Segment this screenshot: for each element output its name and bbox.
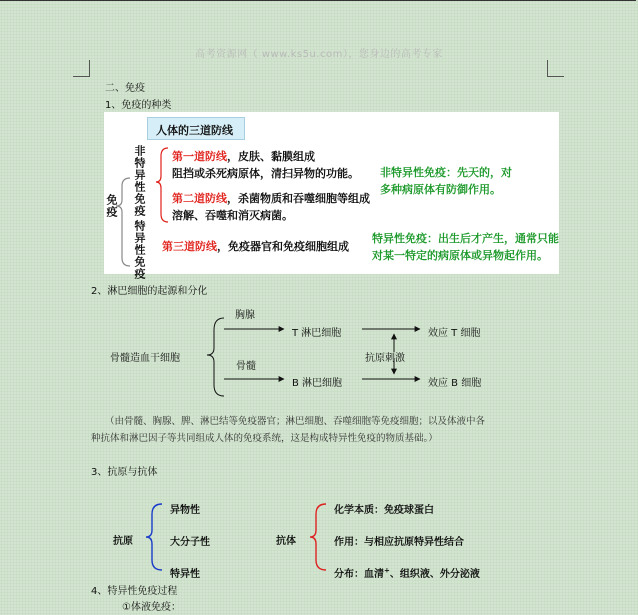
- second-line-function: 溶解、吞噬和消灭病菌。: [172, 209, 293, 222]
- specific-note-2: 对某一特定的病原体或异物起作用。: [372, 249, 548, 262]
- antigen-prop-foreign: 异物性: [170, 505, 200, 516]
- nonspecific-brace: [156, 148, 168, 222]
- antibody-label: 抗体: [276, 536, 296, 547]
- effector-t-label: 效应 T 细胞: [428, 328, 481, 339]
- third-line-name: 第三道防线: [162, 240, 217, 253]
- third-line-desc: ，免疫器官和免疫细胞组成: [217, 240, 349, 253]
- antibody-distribution-serum: 分布：血清: [334, 569, 384, 580]
- subheading-lymph-origin: 2、淋巴细胞的起源和分化: [91, 286, 208, 297]
- b-cell-label: B 淋巴细胞: [292, 378, 343, 389]
- first-line-name: 第一道防线: [172, 150, 227, 163]
- subheading-immunity-types: 1、免疫的种类: [105, 100, 172, 111]
- immune-system-note-1: （由骨髓、胸腺、脾、淋巴结等免疫器官；淋巴细胞、吞噬细胞等免疫细胞；以及体液中各: [105, 416, 486, 427]
- antibody-distribution-rest: 、组织液、外分泌液: [389, 569, 480, 580]
- nonspecific-note-2: 多种病原体有防御作用。: [380, 183, 501, 196]
- bone-marrow-label: 骨髓: [236, 361, 256, 372]
- antibody-brace: [310, 504, 326, 570]
- first-line-desc: ，皮肤、黏膜组成: [227, 150, 315, 163]
- antibody-function: 作用：与相应抗原特异性结合: [334, 537, 464, 548]
- humoral-immunity-item: ①体液免疫：: [122, 602, 181, 613]
- page-header: 高考资源网（ www.ks5u.com），您身边的高考专家: [195, 49, 443, 60]
- thymus-label: 胸腺: [235, 310, 255, 321]
- immunity-root-label: 免疫: [105, 194, 118, 218]
- immune-system-note-2: 种抗体和淋巴因子等共同组成人体的免疫系统，这是构成特异性免疫的物质基础。）: [91, 433, 438, 444]
- t-cell-label: T 淋巴细胞: [292, 328, 342, 339]
- antigen-prop-macromolecule: 大分子性: [170, 537, 210, 548]
- specific-label: 特异性免疫: [133, 220, 146, 280]
- antibody-distribution-mark: +: [384, 566, 390, 575]
- second-line-name: 第二道防线: [172, 192, 227, 205]
- effector-b-label: 效应 B 细胞: [428, 378, 482, 389]
- antigen-brace: [146, 504, 162, 570]
- antigen-label: 抗原: [113, 536, 133, 547]
- specific-note-1: 特异性免疫：出生后才产生，通常只能: [372, 232, 559, 245]
- antigen-stimulus-label: 抗原刺激: [365, 353, 405, 364]
- nonspecific-note-1: 非特异性免疫：先天的，对: [380, 166, 512, 179]
- antibody-nature: 化学本质：免疫球蛋白: [334, 505, 434, 516]
- stem-cell-label: 骨髓造血干细胞: [110, 353, 180, 364]
- section-heading: 二、免疫: [105, 83, 145, 94]
- subheading-specific-process: 4、特异性免疫过程: [91, 586, 178, 597]
- immunity-brace: [116, 178, 130, 266]
- subheading-antigen-antibody: 3、抗原与抗体: [91, 467, 158, 478]
- nonspecific-label: 非特异性免疫: [133, 145, 146, 217]
- first-line-function: 阻挡或杀死病原体，清扫异物的功能。: [172, 167, 359, 180]
- lymph-brace: [207, 318, 224, 396]
- antigen-prop-specific: 特异性: [170, 569, 200, 580]
- defense-title: 人体的三道防线: [156, 124, 233, 137]
- second-line-desc: ，杀菌物质和吞噬细胞等组成: [227, 192, 370, 205]
